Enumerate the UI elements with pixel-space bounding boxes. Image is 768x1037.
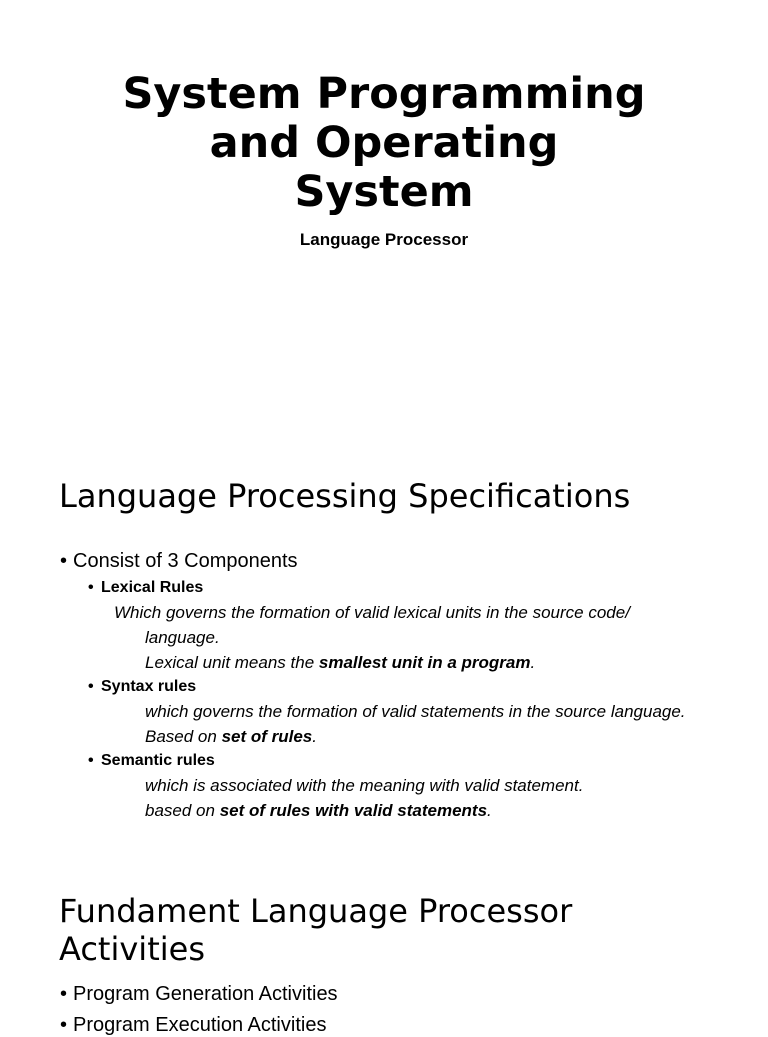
bullet-text: Semantic rules (101, 752, 215, 769)
title-line: System (294, 167, 474, 217)
title-line: and Operating (209, 118, 559, 168)
syntax-desc (145, 727, 317, 747)
lexical-desc: Which governs the formation of valid lexical units in the source code/ (114, 603, 630, 622)
text: Based on (145, 727, 222, 746)
text: . (530, 653, 536, 672)
bullet-item: • Program Generation Activities (60, 983, 338, 1005)
slide-subtitle: Language Processor (299, 230, 469, 249)
text: based on (145, 801, 220, 820)
sub-bullet-lexical: • Lexical Rules (88, 579, 204, 596)
bullet-text: Program Execution Activities (73, 1014, 327, 1036)
text: . (312, 727, 317, 746)
slide-title (0, 70, 768, 217)
bullet-text: Consist of 3 Components (73, 550, 298, 572)
semantic-desc (145, 801, 492, 821)
bullet-item: • Consist of 3 Components (60, 550, 298, 572)
sub-bullet-semantic: • Semantic rules (88, 752, 215, 769)
bullet-text: Syntax rules (101, 678, 197, 695)
syntax-desc: which governs the formation of valid statements in the source language. (145, 702, 686, 721)
semantic-desc: which is associated with the meaning with valid statement. (145, 776, 584, 795)
title-line: System Programming (122, 69, 646, 119)
heading-line: Fundament Language Processor (59, 892, 573, 930)
sub-bullet-syntax: • Syntax rules (88, 678, 197, 695)
text: Lexical unit means the (145, 653, 319, 672)
heading-line: Activities (59, 930, 205, 968)
emphasis: set of rules with valid statements (219, 801, 488, 820)
bullet-item: • Program Execution Activities (60, 1014, 327, 1036)
lexical-desc (145, 653, 535, 673)
emphasis: set of rules (221, 727, 313, 746)
bullet-text: Program Generation Activities (73, 983, 338, 1005)
section-heading: Language Processing Specifications (59, 477, 631, 515)
bullet-text: Lexical Rules (101, 579, 204, 596)
text: . (487, 801, 492, 820)
lexical-desc: language. (145, 628, 220, 647)
section-heading (59, 892, 572, 968)
emphasis: smallest unit in a program (318, 653, 531, 672)
